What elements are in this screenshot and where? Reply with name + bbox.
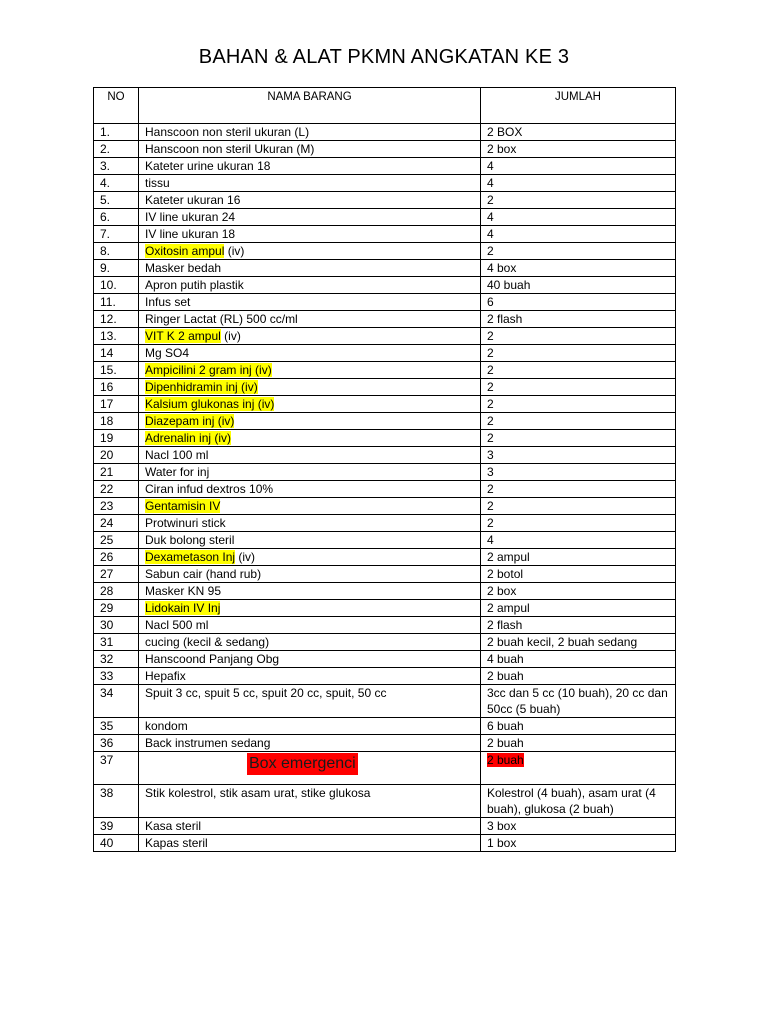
row-number: 26 <box>94 549 139 566</box>
table-row <box>94 226 676 243</box>
row-number: 10. <box>94 277 139 294</box>
row-number: 1. <box>94 124 139 141</box>
table-row <box>94 651 676 668</box>
item-quantity: 2 buah <box>481 735 676 752</box>
item-name: IV line ukuran 24 <box>139 209 481 226</box>
item-quantity: 6 <box>481 294 676 311</box>
item-name: Nacl 100 ml <box>139 447 481 464</box>
table-row <box>94 515 676 532</box>
row-number: 23 <box>94 498 139 515</box>
item-name: Kapas steril <box>139 835 481 852</box>
table-row <box>94 735 676 752</box>
item-quantity: 40 buah <box>481 277 676 294</box>
item-name: IV line ukuran 18 <box>139 226 481 243</box>
item-quantity: 4 box <box>481 260 676 277</box>
item-name: Nacl 500 ml <box>139 617 481 634</box>
item-quantity: 2 <box>481 396 676 413</box>
row-number: 29 <box>94 600 139 617</box>
row-number: 33 <box>94 668 139 685</box>
row-number: 16 <box>94 379 139 396</box>
table-row <box>94 396 676 413</box>
table-row <box>94 158 676 175</box>
item-quantity: 2 <box>481 515 676 532</box>
table-row <box>94 464 676 481</box>
item-name: Stik kolestrol, stik asam urat, stike glukosa <box>139 785 481 818</box>
table-row <box>94 379 676 396</box>
item-quantity: 2 <box>481 345 676 362</box>
table-row <box>94 430 676 447</box>
item-quantity: 2 buah <box>481 668 676 685</box>
row-number: 13. <box>94 328 139 345</box>
row-number: 25 <box>94 532 139 549</box>
item-name: Sabun cair (hand rub) <box>139 566 481 583</box>
table-row <box>94 362 676 379</box>
item-quantity: 3 <box>481 447 676 464</box>
item-quantity: 2 <box>481 498 676 515</box>
row-number: 22 <box>94 481 139 498</box>
item-name <box>139 600 481 617</box>
item-name: Hanscoon non steril Ukuran (M) <box>139 141 481 158</box>
item-name: Back instrumen sedang <box>139 735 481 752</box>
item-name-suffix: (iv) <box>220 329 241 343</box>
item-name <box>139 413 481 430</box>
item-quantity: 2 box <box>481 583 676 600</box>
item-quantity: 4 buah <box>481 651 676 668</box>
red-highlighted-quantity: 2 buah <box>487 753 524 767</box>
item-quantity: 2 ampul <box>481 600 676 617</box>
page-title: BAHAN & ALAT PKMN ANGKATAN KE 3 <box>198 46 570 68</box>
item-quantity: 2 <box>481 430 676 447</box>
table-row <box>94 413 676 430</box>
item-name <box>139 498 481 515</box>
row-number: 36 <box>94 735 139 752</box>
item-quantity: 2 <box>481 243 676 260</box>
table-row <box>94 141 676 158</box>
row-number: 2. <box>94 141 139 158</box>
item-quantity: 2 <box>481 362 676 379</box>
table-row <box>94 277 676 294</box>
row-number: 17 <box>94 396 139 413</box>
item-quantity: 3cc dan 5 cc (10 buah), 20 cc dan 50cc (5 buah) <box>481 685 676 718</box>
table-row <box>94 835 676 852</box>
item-quantity: 2 ampul <box>481 549 676 566</box>
highlighted-item-name: Kalsium glukonas inj (iv) <box>145 397 275 411</box>
table-row <box>94 818 676 835</box>
row-number: 32 <box>94 651 139 668</box>
highlighted-item-name: Diazepam inj (iv) <box>145 414 235 428</box>
row-number: 4. <box>94 175 139 192</box>
row-number: 28 <box>94 583 139 600</box>
item-quantity: 3 box <box>481 818 676 835</box>
item-name: Masker bedah <box>139 260 481 277</box>
item-name: Hanscoon non steril ukuran (L) <box>139 124 481 141</box>
row-number: 34 <box>94 685 139 718</box>
row-number: 37 <box>94 752 139 785</box>
row-number: 35 <box>94 718 139 735</box>
items-table <box>93 87 676 852</box>
row-number: 19 <box>94 430 139 447</box>
row-number: 21 <box>94 464 139 481</box>
highlighted-item-name: VIT K 2 ampul <box>145 329 221 343</box>
item-name: kondom <box>139 718 481 735</box>
item-name: Kateter ukuran 16 <box>139 192 481 209</box>
item-name <box>139 396 481 413</box>
row-number: 40 <box>94 835 139 852</box>
table-row <box>94 583 676 600</box>
table-row <box>94 260 676 277</box>
row-number: 20 <box>94 447 139 464</box>
row-number: 39 <box>94 818 139 835</box>
table-row <box>94 785 676 818</box>
item-quantity: Kolestrol (4 buah), asam urat (4 buah), glukosa (2 buah) <box>481 785 676 818</box>
item-quantity: 4 <box>481 158 676 175</box>
row-number: 31 <box>94 634 139 651</box>
item-quantity: 2 buah kecil, 2 buah sedang <box>481 634 676 651</box>
item-name: Hepafix <box>139 668 481 685</box>
item-quantity: 3 <box>481 464 676 481</box>
table-row <box>94 566 676 583</box>
table-row <box>94 685 676 718</box>
table-row <box>94 328 676 345</box>
item-name: tissu <box>139 175 481 192</box>
item-name <box>139 752 481 785</box>
header-no: NO <box>94 88 139 124</box>
item-name <box>139 379 481 396</box>
item-name: Ringer Lactat (RL) 500 cc/ml <box>139 311 481 328</box>
item-name: Apron putih plastik <box>139 277 481 294</box>
table-row <box>94 532 676 549</box>
table-row <box>94 192 676 209</box>
item-name: Mg SO4 <box>139 345 481 362</box>
item-quantity: 6 buah <box>481 718 676 735</box>
item-name: Ciran infud dextros 10% <box>139 481 481 498</box>
table-row <box>94 752 676 785</box>
item-name <box>139 549 481 566</box>
row-number: 12. <box>94 311 139 328</box>
row-number: 7. <box>94 226 139 243</box>
row-number: 18 <box>94 413 139 430</box>
item-name: Kateter urine ukuran 18 <box>139 158 481 175</box>
item-quantity: 4 <box>481 532 676 549</box>
table-row <box>94 549 676 566</box>
table-row <box>94 243 676 260</box>
row-number: 15. <box>94 362 139 379</box>
item-quantity: 2 flash <box>481 311 676 328</box>
row-number: 27 <box>94 566 139 583</box>
item-quantity: 2 <box>481 413 676 430</box>
item-name: Spuit 3 cc, spuit 5 cc, spuit 20 cc, spuit, 50 cc <box>139 685 481 718</box>
item-name: Kasa steril <box>139 818 481 835</box>
item-quantity: 4 <box>481 175 676 192</box>
table-row <box>94 175 676 192</box>
row-number: 8. <box>94 243 139 260</box>
row-number: 9. <box>94 260 139 277</box>
highlighted-item-name: Lidokain IV Inj <box>145 601 221 615</box>
item-name: Water for inj <box>139 464 481 481</box>
row-number: 30 <box>94 617 139 634</box>
item-quantity: 2 <box>481 328 676 345</box>
item-quantity: 2 <box>481 379 676 396</box>
table-row <box>94 617 676 634</box>
item-quantity: 2 box <box>481 141 676 158</box>
row-number: 3. <box>94 158 139 175</box>
item-quantity: 2 <box>481 192 676 209</box>
header-name: NAMA BARANG <box>139 88 481 124</box>
table-row <box>94 294 676 311</box>
item-name-suffix: (iv) <box>235 550 256 564</box>
row-number: 6. <box>94 209 139 226</box>
item-name <box>139 328 481 345</box>
highlighted-item-name: Dexametason Inj <box>145 550 236 564</box>
row-number: 5. <box>94 192 139 209</box>
row-number: 14 <box>94 345 139 362</box>
item-quantity: 2 <box>481 481 676 498</box>
table-row <box>94 498 676 515</box>
item-quantity: 2 botol <box>481 566 676 583</box>
red-highlighted-item-name: Box emergenci <box>247 753 358 775</box>
table-row <box>94 600 676 617</box>
item-quantity: 4 <box>481 226 676 243</box>
item-quantity: 2 BOX <box>481 124 676 141</box>
table-row <box>94 345 676 362</box>
highlighted-item-name: Gentamisin IV <box>145 499 221 513</box>
highlighted-item-name: Adrenalin inj (iv) <box>145 431 232 445</box>
item-quantity: 1 box <box>481 835 676 852</box>
item-name: Infus set <box>139 294 481 311</box>
highlighted-item-name: Oxitosin ampul <box>145 244 225 258</box>
item-name <box>139 362 481 379</box>
row-number: 24 <box>94 515 139 532</box>
highlighted-item-name: Ampicilini 2 gram inj (iv) <box>145 363 272 377</box>
table-row <box>94 124 676 141</box>
highlighted-item-name: Dipenhidramin inj (iv) <box>145 380 258 394</box>
table-row <box>94 668 676 685</box>
table-row <box>94 447 676 464</box>
table-row <box>94 481 676 498</box>
table-row <box>94 311 676 328</box>
table-row <box>94 718 676 735</box>
table-header-row <box>94 88 676 124</box>
table-row <box>94 634 676 651</box>
item-name <box>139 430 481 447</box>
item-name: Masker KN 95 <box>139 583 481 600</box>
item-quantity <box>481 752 676 785</box>
item-name: cucing (kecil & sedang) <box>139 634 481 651</box>
table-row <box>94 209 676 226</box>
item-quantity: 4 <box>481 209 676 226</box>
item-name <box>139 243 481 260</box>
item-name: Protwinuri stick <box>139 515 481 532</box>
item-name: Hanscoond Panjang Obg <box>139 651 481 668</box>
item-name: Duk bolong steril <box>139 532 481 549</box>
row-number: 11. <box>94 294 139 311</box>
header-qty: JUMLAH <box>481 88 676 124</box>
item-name-suffix: (iv) <box>224 244 245 258</box>
item-quantity: 2 flash <box>481 617 676 634</box>
row-number: 38 <box>94 785 139 818</box>
